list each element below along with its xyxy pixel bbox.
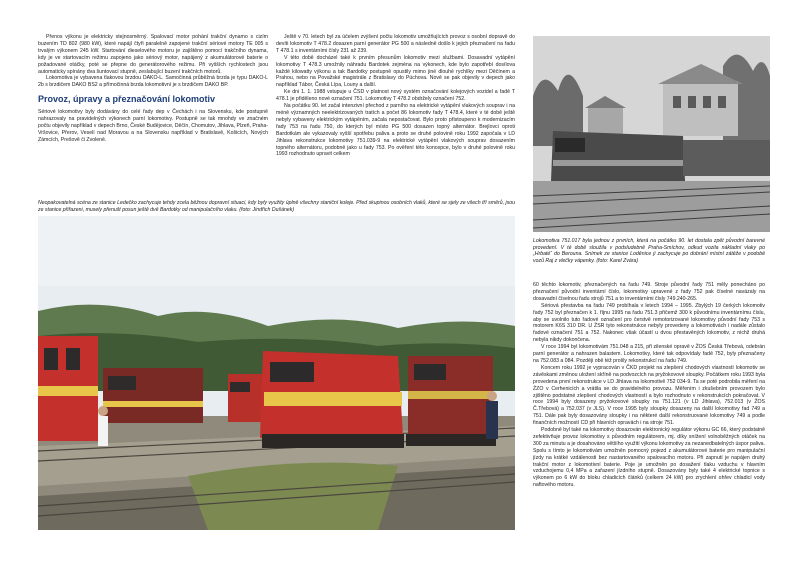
photo-locomotive-bw-station-icon (533, 36, 770, 232)
text-column-3 (533, 282, 765, 489)
paragraph: Koncem roku 1992 je vypracován v ČKD projekt na zlepšení chodových vlastností lokomotiv se závěskami změnou uložení skříně na podvozcích na pryžokovové sloupky. Počátkem roku 1993 byla provedena první rekonstrukce v LD Jihlava na lokomotivě 752 034-9. Ta se poté podrobila měření na ŽZO v Cerhenicích a vrátila se do pravidelného provozu. Měřením i zkušebním provozem bylo zjištěno podstatné zlepšení chodových vlastností a bylo rozhodnuto v rekonstrukcích pokračovat. V roce 1994 byly dosazeny pryžokovové sloupky na 751.121 (v LD Jihlava), 752.013 (v ŽOS Č.Třebová) a 752.037 (v JLS). V roce 1995 byly sloupky dosazeny na další lokomotivy řad 749 a 751. Dále pak byly dosazovány sloupky i na některé další rekonstruované lokomotivy 749 a podle finančních možností CD při hlavních opravách i na stroje 751. (533, 364, 765, 427)
paragraph: Sériová přestavba na řadu 749 probíhala v letech 1994 – 1995. Zbylých 19 čerkých lokomotiv řady 752 byl přeznačen k 1. říjnu 1995 na řadu 751.3 přičemž 300 k původnímu inventárnímu číslu, aby se uvolnilo tuto řadové označení pro čerstvě remotorizované lokomotivy původní řady 753 s motorem K6S 310 DR. U ŽSR tyto rekonstrukce nebyly provedeny a lokomotivách i nadále zůstalo řadové označení 751 a 752. Nakonec však účastí u dvou přestavěných lokomotiv, z nichž druhá nebyla nikdy dokončena. (533, 302, 765, 344)
paragraph: V roce 1994 byl lokomotivám 751.048 a 215, při zilenské opravě v ŽOS Česká Třebová, odebrán parní generátor a nahrazen balastem. Lokomotivy, které tak odpovídaly řadě 752, byly přeznačeny na 752.083 a 084. Později obě též prošly rekonstrukcí na řadu 749. (533, 344, 765, 364)
section-heading: Provoz, úpravy a přeznačování lokomotiv (38, 94, 216, 105)
paragraph: Ještě v 70. letech byl za účelem zvýšení počtu lokomotiv umožňujících provoz s osobní dopravě do devíti lokomotiv T 478.2 dosazen parní generátor PG 500 a následně došlo k jejich přeznačení na řadu T 478.1 s inventárními čísly 231 až 239. (276, 34, 515, 54)
photo-locomotives-station-scene-icon (38, 216, 515, 530)
paragraph: 60 těchto lokomotiv, přeznačených na řadu 749. Stroje původní řady 751 měly ponecháno po přeznačení původní inventární číslo, lokomotivy upravené z řady 752 pak číselné navázaly na dosavadní číselnou řadu strojů 751 a to inventárními čísly 749.240-265. (533, 282, 765, 302)
text-column-2 (276, 34, 515, 158)
text-column-1 (38, 34, 268, 144)
paragraph: Sériové lokomotivy byly dodávány do celé řady dep v Čechách i na Slovensku, kde postupně nahrazovaly na pravidelných výkonech parní lokomotivy. Postupně se tak mnohdy ve značném počtu objevily například v depech Brno, České Budějovice, Děčín, Chomutov, Jihlava, Plzeň, Praha-Vršovice, Přerov, Veselí nad Moravou a na Slovensku například v Bratislavě, Košicích, Nových Zámcích, Prešově či Zvoleně. (38, 109, 268, 143)
paragraph: V této době docházel také k prvním přesunům lokomotiv mezi službami. Dosavadní vytápění lokomotivy T 478.3 umožnily náhradu Bardotek zejména na výkonech, kde bylo zapotřebí dosílova každé kilowatty výkonu a tak Bardotky postupně opustily mimo jiné dlouhé rychlíky mezi Děčínem a Prahou, nebo na Považské magistrále z Bratislavy do Púchova. Nově se pak objevily v depech jako například Tábor, Česká Lípa, Louny a další. (276, 54, 515, 89)
paragraph: Přenos výkonu je elektricky stejnosměrný. Spalovací motor pohání trakční dynamo s cizím buzením TD 802 (980 kW), které napájí čtyři paralelně zapojené trakční sériové motory TE 005 s trvalým výkonem 245 kW. Startování dieselového motoru je zajištěno pomocí trakčního dynama, kdy je ve startovacím režimu zapojeno jako sériový motor, napájený z akumulátorové baterie o požadované otáčky, poté se přepne do generátorového režimu. Při vyšších rychlostech jsou automaticky spínány dva šuntovací stupně, zeslabující buzení trakčních motorů. (38, 34, 268, 75)
main-photo-caption: Neopakovatelná scéna ze stanice Ledečko zachycuje tehdy zcela běžnou dopravní situaci, kdy byly využity úplně všechny staniční koleje. Před skupinou osobních vlaků, které se sjely ze všech tří směrů, jsou ze stanice přiřazeni, musely přenušt posun ještě dvě Bardotky od manipulačního vlaku. (foto: Jindřich Dušánek) (38, 200, 515, 213)
paragraph: Podobně byl také na lokomotivy dosazován elektronický regulátor výkonu GC 66, který podstatně zefektivňuje provoz lokomotivy s původním regulátorem, mj. díky snížení volnoběžných otáček na 300 za minutu a je dosahováno většího využití výkonu lokomotivy za nezanedbatelných úspor paliva. Spolu s tímto je lokomotivám umožněn pomocný pojezd z akumulátorové baterie pro manipulační jízdy na krátké vzdálenosti bez nastartovaného spalovacího motoru. Při zapnutí je napájen druhý trakční motor z lokomotivní baterie. Poje je umožněn po dosažení tlaku vzduchu v hlavním vzduchojemu 0,4 MPa a zařazení jízdního stupně. Dosazovány byly také 4 elektrické topnice s výkonem po 6 kW do bloku chladicích článků (celkem 24 kW) pro zrychlení ohřev chladicí vody naftového motoru. (533, 427, 765, 489)
paragraph: Lokomotiva je vybavena tlakovou brzdou DAKO-L. Samočinná průběžná brzda je typu DAKO-L 2b s brzdičem DAKO BS2 a přímočinná brzda lokomotivní je s brzdičem DAKO BP. (38, 75, 268, 89)
paragraph: Na počátku 90. let začal intenzivní přechod z parního na elektrické vytápění vlakových souprav i na méně významných neelektrizovaných tratích a počet 86 lokomotiv řady T 478.4, které v té době ještě nebyly vybaveny elektrickým vytápěním, začala nepostačovat. Bylo proto přistoupeno k modernizacím řady 753 na řadu 750, do kterých byl místo PG 500 dosazen topný alternátor. Brejlovci oproti Bardotkám ale vykazovaly vyšší spotřebu paliva a proto se druhé polovině roku 1992 započala v LD Jihlava rekonstrukce lokomotivy 751.039-9 na elektrické vytápění vlakových souprav dosazením topného alternátoru, podobně jako u řady 753. Po ověření této koncepce, bylo v druhé polovině roku 1993 rozhodnuto upravit celkem (276, 103, 515, 158)
side-photo (533, 36, 770, 232)
paragraph: Ke dni 1. 1. 1988 vstupuje u ČSD v platnost nový systém označování kolejových vozidel a řadě T 478.1 je přiděleno nové označení 751. Lokomotivy T 478.2 obdržely označení 752. (276, 89, 515, 103)
main-photo (38, 216, 515, 530)
side-photo-caption: Lokomotiva 751.017 byla jednou z prvních, která na počátku 90. let dostala zpět původní barevné provedení. V té době sloužila v podsludebně Praha-Smíchov, odkud vozila nákladní vlaky po „Hrbaté“ do Berouna. Snímek ze stanice Loděnice ji zachycuje po dobrání místní zátěže v podobě vozů Raj z vlečky vápenky. (foto: Karel Zvára) (533, 238, 765, 264)
